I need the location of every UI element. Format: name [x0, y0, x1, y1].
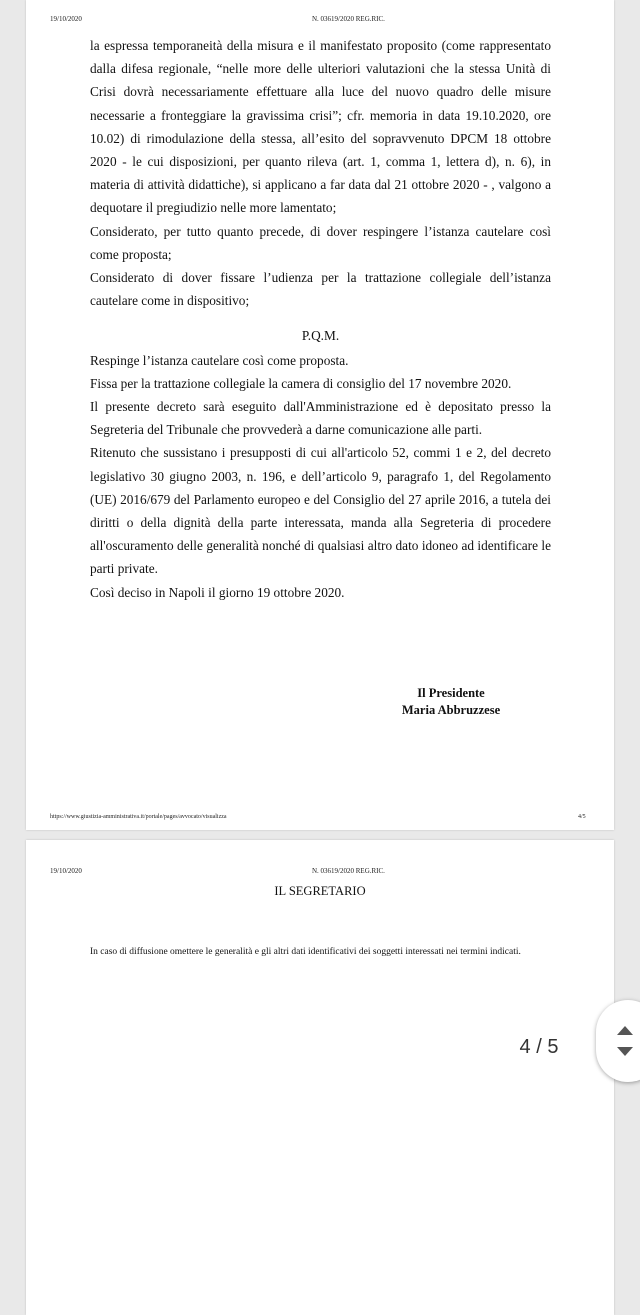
signature-name: Maria Abbruzzese — [401, 703, 501, 717]
paragraph: Considerato di dover fissare l’udienza per la trattazione collegiale dell’istanza cautelare come in dispositivo; — [90, 270, 551, 309]
document-page-5 — [26, 840, 614, 1315]
header-reference: N. 03619/2020 REG.RIC. — [312, 15, 385, 23]
footer-url: https://www.giustizia-amministrativa.it/portale/pages/avvocato/visualizza — [50, 814, 227, 820]
signature-title: Il Presidente — [417, 686, 485, 700]
dispositivo-line: Il presente decreto sarà eseguito dall'Amministrazione ed è depositato presso la Segreteria del Tribunale che provvederà a darne comunicazione alle parti. — [90, 399, 551, 438]
paragraph: la espressa temporaneità della misura e il manifestato proposito (come rappresentato dalla difesa regionale, “nelle more delle ulteriori valutazioni che la stessa Unità di Crisi dovrà necessariamente effettuare alla luce del nuovo quadro delle misure necessarie a fronteggiare la gravissima crisi”; cfr. memoria in data 19.10.2020, ore 10.02) di rimodulazione della stessa, all’esito del sopravvenuto DPCM 18 ottobre 2020 - le cui disposizioni, per quanto rileva (art. 1, comma 1, lettera d), n. 6), in materia di attività didattiche), si applicano a far data dal 21 ottobre 2020 - , valgono a dequotare il pregiudizio nelle more lamentato; — [90, 38, 551, 216]
body-text — [90, 34, 551, 604]
secretary-label: IL SEGRETARIO — [274, 884, 366, 898]
pqm-heading: P.Q.M. — [301, 328, 340, 344]
scroll-handle[interactable] — [596, 1000, 640, 1082]
dispositivo-line: Respinge l’istanza cautelare così come proposta. — [90, 352, 349, 368]
dispositivo-line: Ritenuto che sussistano i presupposti di cui all'articolo 52, commi 1 e 2, del decreto legislativo 30 giugno 2003, n. 196, e dell’articolo 9, paragrafo 1, del Regolamento (UE) 2016/679 del Parlamento europeo e del Consiglio del 27 aprile 2016, a tutela dei diritti o della dignità della parte interessata, manda alla Segreteria di procedere all'oscuramento delle generalità nonché di qualsiasi altro dato idoneo ad identificare le parti private. — [90, 445, 551, 577]
dispositivo-line: Fissa per la trattazione collegiale la camera di consiglio del 17 novembre 2020. — [90, 375, 512, 391]
footer-page-number: 4/5 — [578, 814, 586, 820]
page-indicator: 4 / 5 — [498, 1026, 580, 1068]
header-reference: N. 03619/2020 REG.RIC. — [312, 867, 385, 875]
up-down-arrows-icon — [614, 1024, 636, 1058]
privacy-note: In caso di diffusione omettere le generalità e gli altri dati identificativi dei soggetti interessati nei termini indicati. — [90, 947, 521, 957]
paragraph: Considerato, per tutto quanto precede, di dover respingere l’istanza cautelare così come proposta; — [90, 223, 551, 262]
document-page-4 — [26, 0, 614, 830]
header-date: 19/10/2020 — [50, 867, 82, 875]
header-date: 19/10/2020 — [50, 15, 82, 23]
dispositivo-line: Così deciso in Napoli il giorno 19 ottobre 2020. — [90, 584, 345, 600]
